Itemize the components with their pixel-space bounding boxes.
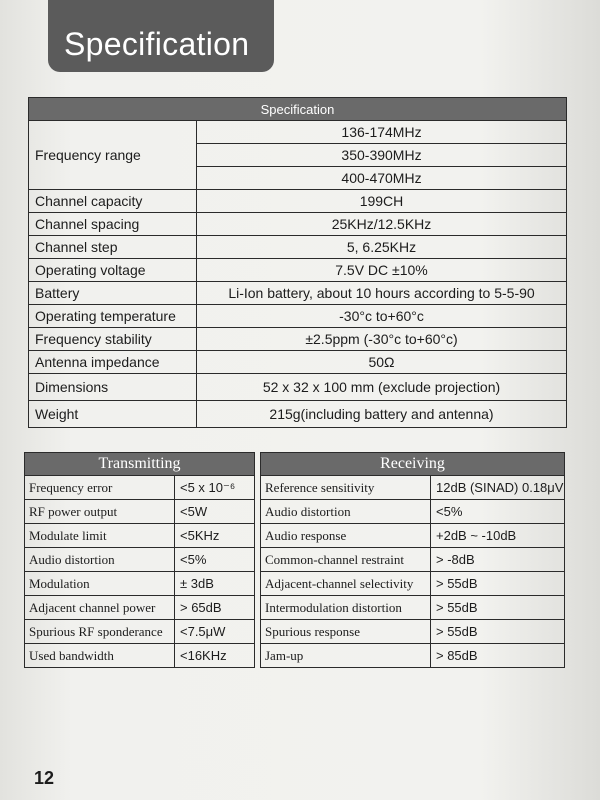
table-row (29, 236, 567, 259)
rx-label: Reference sensitivity (261, 476, 431, 500)
frequency-range-value: 400-470MHz (197, 167, 567, 190)
rx-label: Common-channel restraint (261, 548, 431, 572)
spec-label: Battery (29, 282, 197, 305)
table-row (261, 644, 565, 668)
table-row (25, 500, 255, 524)
rx-value: > 55dB (431, 596, 565, 620)
spec-value: 199CH (197, 190, 567, 213)
spec-label: Channel spacing (29, 213, 197, 236)
tx-label: Used bandwidth (25, 644, 175, 668)
rx-label: Audio response (261, 524, 431, 548)
table-row (25, 476, 255, 500)
rx-value: > 55dB (431, 572, 565, 596)
table-row (25, 572, 255, 596)
rx-value: > -8dB (431, 548, 565, 572)
tx-value: <5KHz (175, 524, 255, 548)
table-row (29, 213, 567, 236)
rx-label: Jam-up (261, 644, 431, 668)
tx-label: RF power output (25, 500, 175, 524)
spec-label: Channel step (29, 236, 197, 259)
tx-label: Frequency error (25, 476, 175, 500)
transmitting-table (24, 452, 255, 668)
page-title: Specification (64, 26, 250, 62)
spec-label: Frequency stability (29, 328, 197, 351)
spec-value: 50Ω (197, 351, 567, 374)
tx-value: > 65dB (175, 596, 255, 620)
table-row (25, 620, 255, 644)
frequency-range-label: Frequency range (29, 121, 197, 190)
spec-value: ±2.5ppm (-30°c to+60°c) (197, 328, 567, 351)
table-row (29, 121, 567, 144)
spec-value: 52 x 32 x 100 mm (exclude projection) (197, 374, 567, 401)
rx-label: Adjacent-channel selectivity (261, 572, 431, 596)
table-row (25, 644, 255, 668)
table-row (25, 548, 255, 572)
table-row (261, 620, 565, 644)
rx-value: 12dB (SINAD) 0.18μV (431, 476, 565, 500)
spec-label: Weight (29, 401, 197, 428)
tx-value: <16KHz (175, 644, 255, 668)
specification-table (28, 97, 567, 428)
table-row (29, 259, 567, 282)
table-row (261, 548, 565, 572)
table-row (25, 596, 255, 620)
spec-label: Antenna impedance (29, 351, 197, 374)
table-row (261, 572, 565, 596)
receiving-header-row (261, 453, 565, 476)
tx-label: Modulate limit (25, 524, 175, 548)
frequency-range-value: 136-174MHz (197, 121, 567, 144)
table-row (29, 351, 567, 374)
title-tab (48, 0, 274, 72)
spec-value: 5, 6.25KHz (197, 236, 567, 259)
tx-label: Audio distortion (25, 548, 175, 572)
spec-value: Li-Ion battery, about 10 hours according to 5-5-90 (197, 282, 567, 305)
rx-label: Intermodulation distortion (261, 596, 431, 620)
tx-value: ± 3dB (175, 572, 255, 596)
spec-header-row (29, 98, 567, 121)
table-row (29, 282, 567, 305)
rx-value: <5% (431, 500, 565, 524)
spec-header: Specification (29, 98, 567, 121)
table-row (25, 524, 255, 548)
spec-value: 7.5V DC ±10% (197, 259, 567, 282)
rx-label: Spurious response (261, 620, 431, 644)
table-row (261, 476, 565, 500)
rx-label: Audio distortion (261, 500, 431, 524)
table-row (29, 374, 567, 401)
tx-label: Adjacent channel power (25, 596, 175, 620)
spec-value: 215g(including battery and antenna) (197, 401, 567, 428)
tx-label: Spurious RF sponderance (25, 620, 175, 644)
receiving-table (260, 452, 565, 668)
table-row (29, 305, 567, 328)
page-number: 12 (34, 768, 55, 788)
rx-value: +2dB ~ -10dB (431, 524, 565, 548)
receiving-header: Receiving (261, 453, 565, 476)
spec-label: Channel capacity (29, 190, 197, 213)
tx-value: <7.5μW (175, 620, 255, 644)
tx-value: <5 x 10⁻⁶ (175, 476, 255, 500)
transmitting-header: Transmitting (25, 453, 255, 476)
frequency-range-value: 350-390MHz (197, 144, 567, 167)
table-row (261, 500, 565, 524)
spec-label: Operating voltage (29, 259, 197, 282)
spec-label: Operating temperature (29, 305, 197, 328)
spec-value: -30°c to+60°c (197, 305, 567, 328)
table-row (261, 524, 565, 548)
rx-value: > 55dB (431, 620, 565, 644)
table-row (29, 328, 567, 351)
spec-label: Dimensions (29, 374, 197, 401)
rx-value: > 85dB (431, 644, 565, 668)
table-row (29, 190, 567, 213)
tx-value: <5% (175, 548, 255, 572)
table-row (261, 596, 565, 620)
tx-value: <5W (175, 500, 255, 524)
tx-label: Modulation (25, 572, 175, 596)
table-row (29, 401, 567, 428)
transmitting-header-row (25, 453, 255, 476)
spec-value: 25KHz/12.5KHz (197, 213, 567, 236)
